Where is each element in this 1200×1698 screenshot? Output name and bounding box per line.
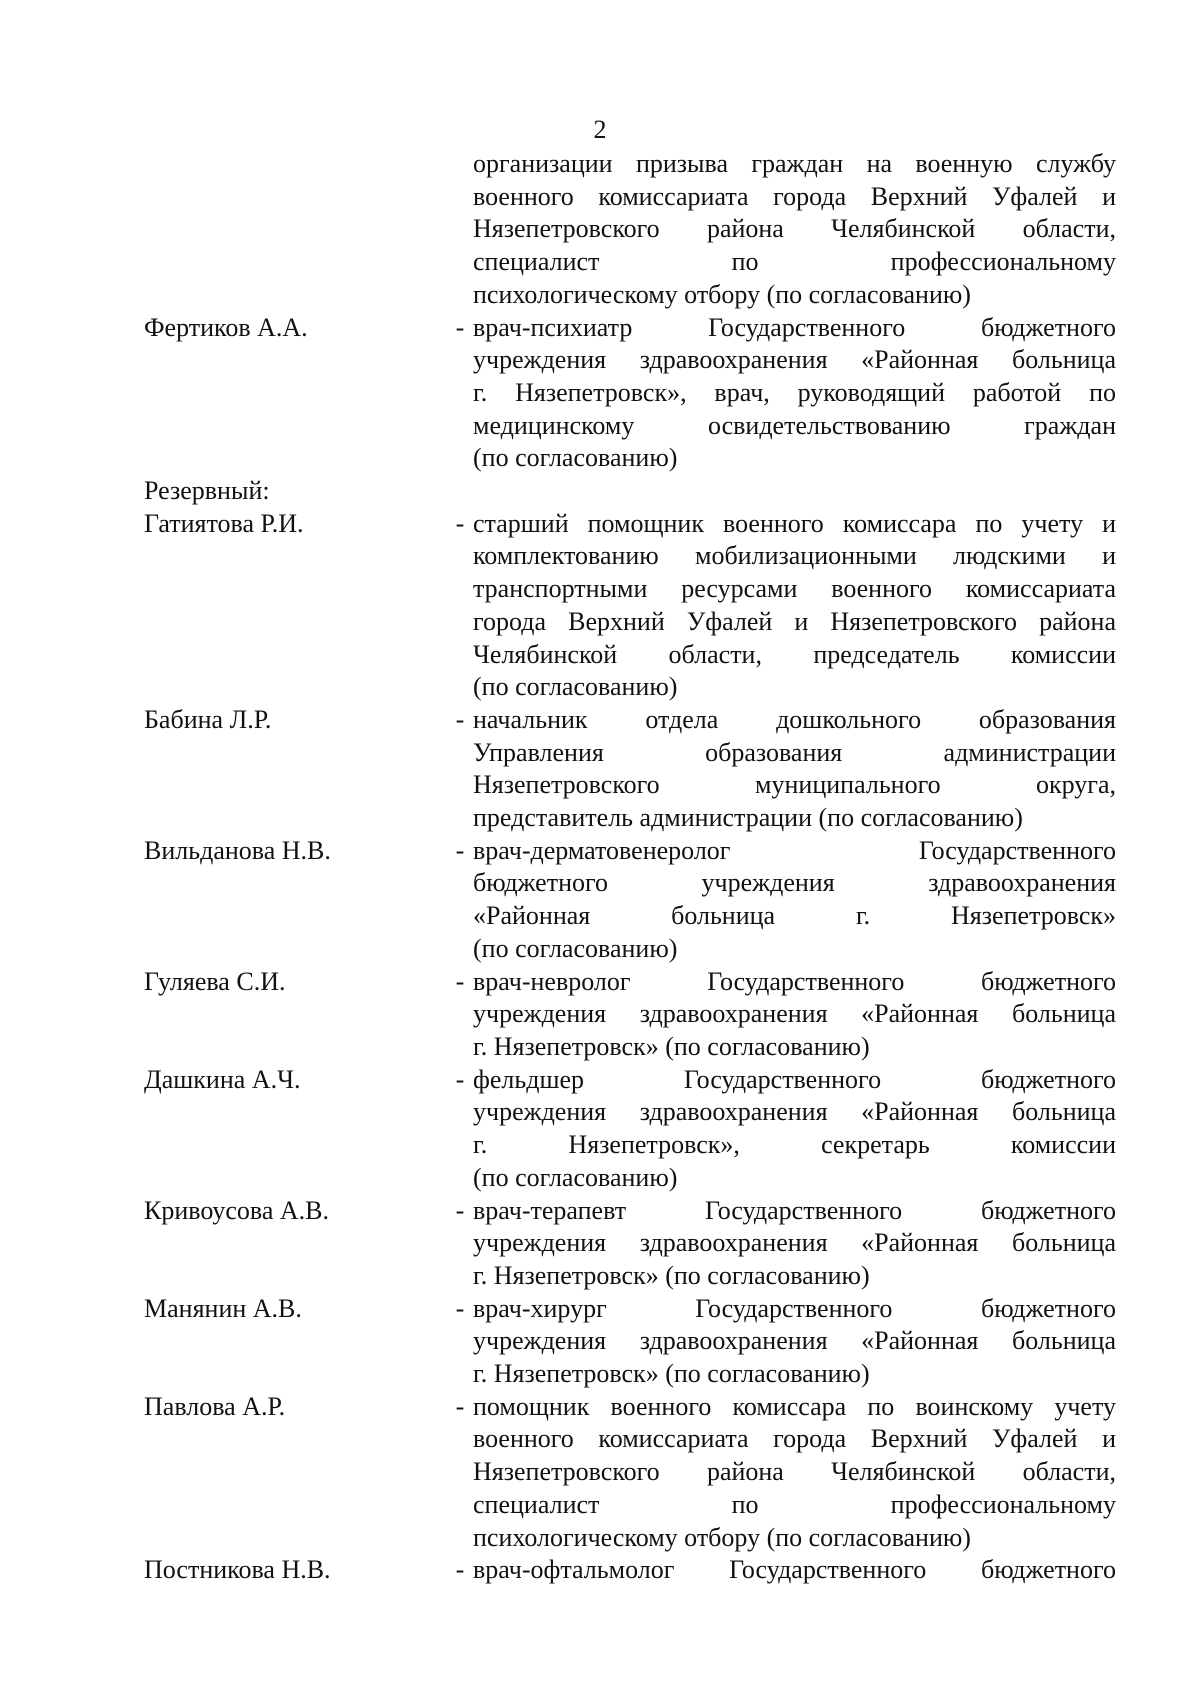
description-line: фельдшер Государственного бюджетного [473,1064,1116,1094]
entry-dash: - [455,704,465,734]
description-line: бюджетного учреждения здравоохранения [473,868,1116,898]
description-line: Нязепетровского района Челябинской области, [473,214,1116,244]
description-line: (по согласованию) [473,672,678,702]
member-name: Дашкина А.Ч. [144,1064,301,1094]
description-line: помощник военного комиссара по воинскому учету [473,1391,1116,1421]
description-line: (по согласованию) [473,443,678,473]
description-line: специалист по профессиональному [473,1489,1116,1519]
member-entry [144,312,1116,476]
member-entry [144,1293,1116,1391]
description-line: врач-невролог Государственного бюджетного [473,966,1116,996]
entry-description [473,148,1116,312]
description-line: старший помощник военного комиссара по учету и [473,508,1116,538]
description-line: учреждения здравоохранения «Районная больница [473,1228,1116,1258]
member-entry [144,704,1116,835]
description-line: г. Нязепетровск», врач, руководящий работой по [473,377,1116,407]
description-line: «Районная больница г. Нязепетровск» [473,901,1116,931]
entry-dash: - [455,312,465,342]
description-line: учреждения здравоохранения «Районная больница [473,1097,1116,1127]
member-name: Фертиков А.А. [144,312,308,342]
description-line: учреждения здравоохранения «Районная больница [473,345,1116,375]
member-description [473,966,1116,1064]
description-line: (по согласованию) [473,933,678,963]
description-line: г. Нязепетровск» (по согласованию) [473,1260,870,1290]
member-name: Гуляева С.И. [144,966,286,996]
member-entry [144,835,1116,966]
member-name: Кривоусова А.В. [144,1195,329,1225]
description-line: Челябинской области, председатель комиссии [473,639,1116,669]
description-line: врач-психиатр Государственного бюджетного [473,312,1116,342]
description-line: г. Нязепетровск» (по согласованию) [473,1031,870,1061]
description-line: учреждения здравоохранения «Районная больница [473,999,1116,1029]
member-entry [144,1195,1116,1293]
description-line: начальник отдела дошкольного образования [473,704,1116,734]
entry-dash: - [455,1195,465,1225]
member-description [473,1554,1116,1587]
member-name: Гатиятова Р.И. [144,508,304,538]
description-line: Нязепетровского муниципального округа, [473,770,1116,800]
member-entry [144,1391,1116,1555]
description-line: военного комиссариата города Верхний Уфалей и [473,181,1116,211]
member-entry [144,1064,1116,1195]
description-line: комплектованию мобилизационными людскими и [473,541,1116,571]
member-list [144,148,1116,1587]
member-entry [144,508,1116,704]
description-line: психологическому отбору (по согласованию) [473,1522,971,1552]
member-name: Павлова А.Р. [144,1391,286,1421]
description-line: медицинскому освидетельствованию граждан [473,410,1116,440]
main-members-list [144,312,1116,476]
description-line: военного комиссариата города Верхний Уфалей и [473,1424,1116,1454]
member-description [473,1293,1116,1391]
description-line: врач-дерматовенеролог Государственного [473,835,1116,865]
description-line: (по согласованию) [473,1162,678,1192]
member-name: Манянин А.В. [144,1293,302,1323]
description-line: врач-терапевт Государственного бюджетного [473,1195,1116,1225]
entry-dash: - [455,966,465,996]
description-line: учреждения здравоохранения «Районная больница [473,1326,1116,1356]
member-entry [144,966,1116,1064]
reserve-section-label: Резервный: [144,476,270,506]
entry-dash: - [455,835,465,865]
description-line: г. Нязепетровск» (по согласованию) [473,1359,870,1389]
member-name: Вильданова Н.В. [144,835,331,865]
member-description [473,1391,1116,1555]
description-line: врач-хирург Государственного бюджетного [473,1293,1116,1323]
member-description [473,1195,1116,1293]
description-line: врач-офтальмолог Государственного бюджетного [473,1555,1116,1585]
entry-dash: - [455,1293,465,1323]
member-description [473,312,1116,476]
member-description [473,1064,1116,1195]
description-line: психологическому отбору (по согласованию) [473,279,971,309]
member-description [473,508,1116,704]
description-line: города Верхний Уфалей и Нязепетровского района [473,606,1116,636]
description-line: транспортными ресурсами военного комиссариата [473,574,1116,604]
member-description [473,704,1116,835]
entry-dash: - [455,1391,465,1421]
member-name: Постникова Н.В. [144,1555,331,1585]
description-line: организации призыва граждан на военную службу [473,149,1116,178]
description-line: Нязепетровского района Челябинской области, [473,1457,1116,1487]
member-entry [144,1554,1116,1587]
entry-dash: - [455,1064,465,1094]
entry-dash: - [455,508,465,538]
description-line: г. Нязепетровск», секретарь комиссии [473,1130,1116,1160]
description-line: представитель администрации (по согласованию) [473,803,1023,833]
description-line: Управления образования администрации [473,737,1116,767]
entry-dash: - [455,1555,465,1585]
continuation-entry [144,148,1116,312]
description-line: специалист по профессиональному [473,247,1116,277]
page-number: 2 [593,115,607,144]
reserve-members-list [144,508,1116,1587]
member-name: Бабина Л.Р. [144,704,272,734]
reserve-section-label-row [144,475,1116,508]
member-description [473,835,1116,966]
